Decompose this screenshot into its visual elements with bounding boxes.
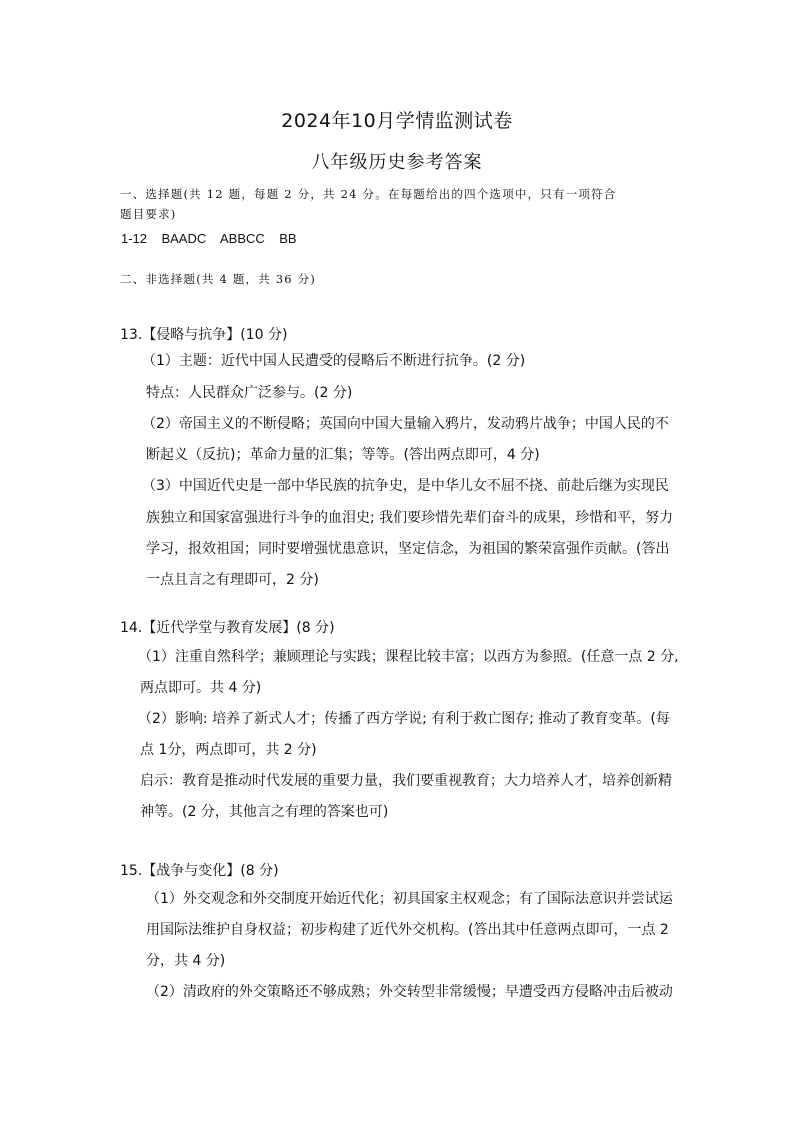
q13-line: 族独立和国家富强进行斗争的血泪史; 我们要珍惜先辈们奋斗的成果，珍惜和平，努力 [146, 510, 674, 526]
q15-line: 分，共 4 分) [146, 953, 226, 969]
q15-line: 用国际法维护自身权益；初步构建了近代外交机构。(答出其中任意两点即可，一点 2 [146, 922, 669, 938]
multiple-choice-answers: 1-12 BAADC ABBCC BB [121, 231, 297, 246]
q13-line: 一点且言之有理即可，2 分) [146, 572, 319, 588]
q14-line: 点 1分，两点即可，共 2 分) [140, 742, 317, 758]
q13-line: （1）主题：近代中国人民遭受的侵略后不断进行抗争。(2 分) [142, 353, 526, 369]
question14-heading: 14.【近代学堂与教育发展】(8 分) [120, 620, 335, 636]
document-title: 2024年10月学情监测试卷 [281, 110, 513, 132]
q14-line: （2）影响: 培养了新式人才；传播了西方学说; 有利于救亡图存; 推动了教育变革。(每 [138, 711, 670, 727]
q14-line: 启示：教育是推动时代发展的重要力量，我们要重视教育；大力培养人才，培养创新精 [140, 773, 672, 789]
section1-instructions-line2: 题目要求) [120, 207, 177, 221]
section2-heading: 二、非选择题(共 4 题，共 36 分) [120, 272, 317, 286]
q14-line: 神等。(2 分，其他言之有理的答案也可) [140, 804, 389, 820]
q15-line: （2）清政府的外交策略还不够成熟；外交转型非常缓慢；早遭受西方侵略冲击后被动 [146, 984, 673, 1000]
q13-line: （3）中国近代史是一部中华民族的抗争史，是中华儿女不屈不挠、前赴后继为实现民 [142, 478, 669, 494]
q14-line: 两点即可。共 4 分) [140, 680, 262, 696]
question13-heading: 13.【侵略与抗争】(10 分) [120, 327, 288, 343]
q14-line: （1）注重自然科学；兼顾理论与实践；课程比较丰富；以西方为参照。(任意一点 2 分, [138, 649, 679, 665]
document-subtitle: 八年级历史参考答案 [311, 152, 483, 173]
q13-line: 特点：人民群众广泛参与。(2 分) [146, 385, 353, 401]
section1-instructions-line1: 一、选择题(共 12 题，每题 2 分，共 24 分。在每题给出的四个选项中，只有一项符合 [120, 187, 617, 201]
q15-line: （1）外交观念和外交制度开始近代化；初具国家主权观念；有了国际法意识并尝试运 [146, 891, 673, 907]
q13-line: 断起义（反抗)；革命力量的汇集；等等。(答出两点即可，4 分) [146, 447, 540, 463]
q13-line: 学习，报效祖国；同时要增强忧患意识，坚定信念，为祖国的繁荣富强作贡献。(答出 [146, 541, 670, 557]
question15-heading: 15.【战争与变化】(8 分) [120, 863, 279, 879]
q13-line: （2）帝国主义的不断侵略；英国向中国大量输入鸦片，发动鸦片战争；中国人民的不 [142, 416, 669, 432]
